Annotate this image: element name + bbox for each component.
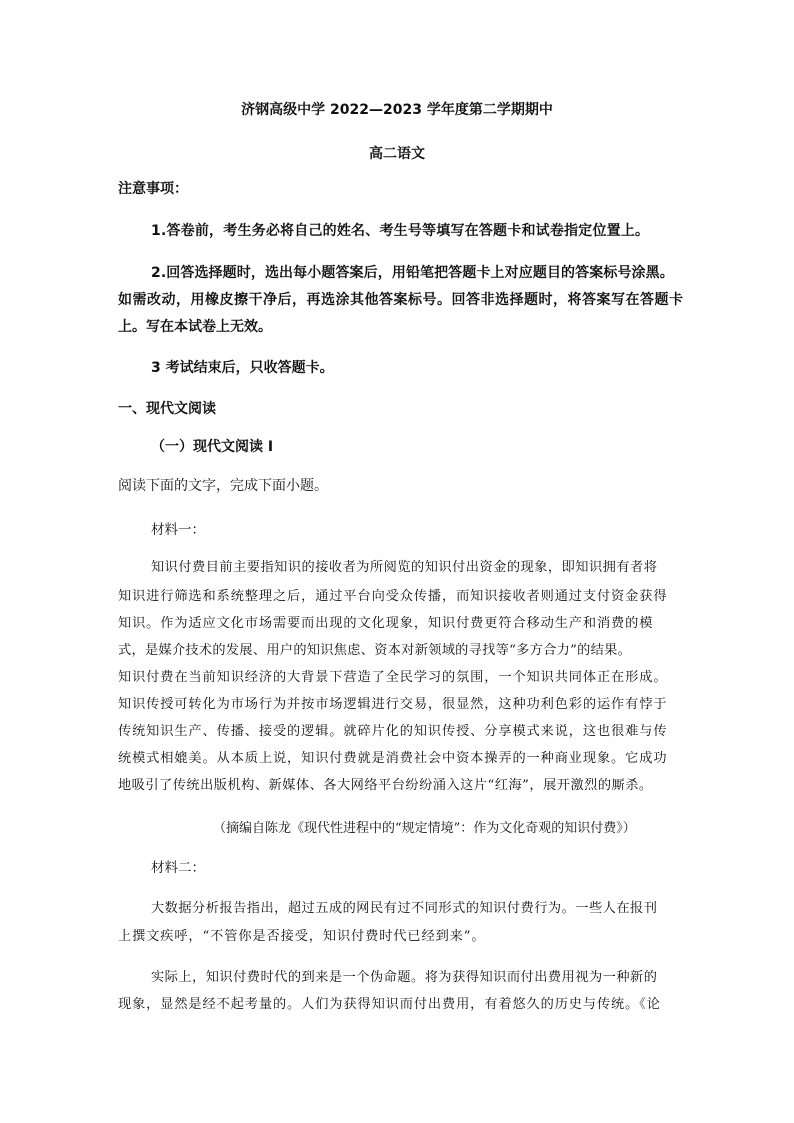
body-line: 知识。作为适应文化市场需要而出现的文化现象，知识付费更符合移动生产和消费的模	[118, 616, 654, 631]
body-line: 传统知识生产、传播、接受的逻辑。就碎片化的知识传授、分享模式来说，这也很难与传	[118, 724, 668, 739]
notice-heading: 注意事项：	[118, 181, 188, 197]
material-2-para-2-line-1: 实际上，知识付费时代的到来是一个伪命题。将为获得知识而付出费用视为一种新的	[151, 970, 658, 985]
instruction: 阅读下面的文字，完成下面小题。	[118, 478, 328, 494]
body-line: 式，是媒介技术的发展、用户的知识焦虑、资本对新领域的寻找等“多方合力”的结果。	[118, 643, 632, 658]
body-line: 知识付费目前主要指知识的接收者为所阅览的知识付出资金的现象，即知识拥有者将	[151, 560, 658, 575]
material-2-para-2-line-2: 现象，显然是经不起考量的。人们为获得知识而付出费用，有着悠久的历史与传统。《论	[118, 997, 661, 1012]
notice-item-2-line-3: 上。写在本试卷上无效。	[118, 319, 272, 335]
body-line: 知识付费在当前知识经济的大背景下营造了全民学习的氛围，一个知识共同体正在形成。	[118, 670, 668, 685]
material-2-para-1-line-2: 上撰文疾呼，“不管你是否接受，知识付费时代已经到来”。	[118, 929, 486, 944]
material-2-label: 材料二：	[151, 860, 205, 876]
exam-title: 济钢高级中学 2022—2023 学年度第二学期期中	[241, 102, 553, 118]
body-line: 知识传授可转化为市场行为并按市场逻辑进行交易，很显然，这种功利色彩的运作有悖于	[118, 697, 668, 712]
part-title: 一、现代文阅读	[118, 401, 216, 417]
notice-item-3: 3 考试结束后，只收答题卡。	[151, 360, 334, 376]
subject-title: 高二语文	[369, 146, 425, 162]
material-1-label: 材料一：	[151, 522, 205, 538]
notice-item-2-line-2: 如需改动，用橡皮擦干净后，再选涂其他答案标号。回答非选择题时，将答案写在答题卡	[118, 292, 684, 308]
material-2-para-1-line-1: 大数据分析报告指出，超过五成的网民有过不同形式的知识付费行为。一些人在报刊	[151, 901, 658, 916]
notice-item-1: 1.答卷前，考生务必将自己的姓名、考生号等填写在答题卡和试卷指定位置上。	[151, 223, 650, 239]
material-1-source: （摘编自陈龙《现代性进程中的“规定情境”：作为文化奇观的知识付费》）	[213, 821, 636, 836]
sub-title: （一）现代文阅读 I	[151, 439, 274, 455]
body-line: 统模式相媲美。从本质上说，知识付费就是消费社会中资本操弄的一种商业现象。它成功	[118, 751, 668, 766]
body-line: 地吸引了传统出版机构、新媒体、各大网络平台纷纷涌入这片“红海”，展开激烈的厮杀。	[118, 778, 653, 793]
body-line: 知识进行筛选和系统整理之后，通过平台向受众传播，而知识接收者则通过支付资金获得	[118, 589, 668, 604]
notice-item-2-line-1: 2.回答选择题时，选出每小题答案后，用铅笔把答题卡上对应题目的答案标号涂黑。	[151, 265, 674, 281]
